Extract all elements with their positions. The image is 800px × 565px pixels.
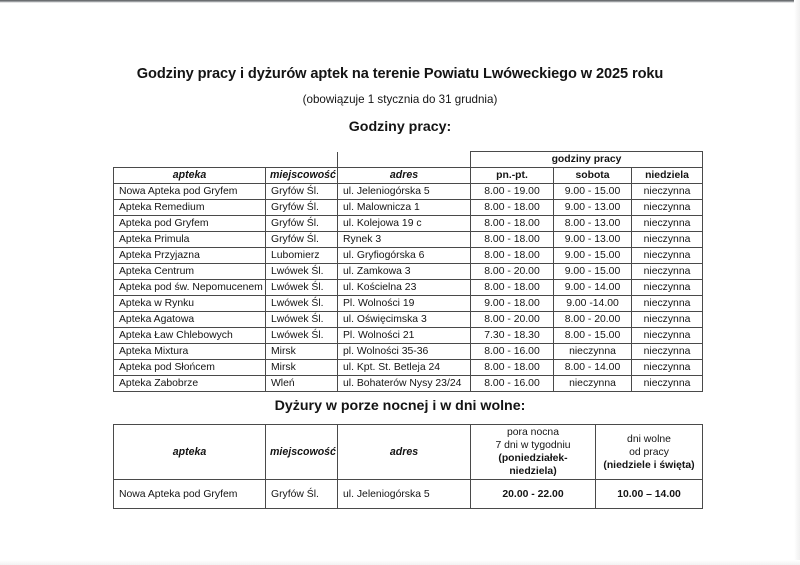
header-pn-pt: pn.-pt. (471, 168, 554, 184)
cell-sobota: 9.00 - 13.00 (554, 200, 632, 216)
cell-niedziela: nieczynna (632, 376, 703, 392)
cell-niedziela: nieczynna (632, 312, 703, 328)
night-duty-table (113, 424, 703, 509)
scan-edge-right (794, 0, 800, 565)
cell-miejscowosc: Mirsk (266, 344, 338, 360)
cell-niedziela: nieczynna (632, 248, 703, 264)
header-sobota: sobota (554, 168, 632, 184)
table-header-row-columns (114, 168, 703, 184)
cell-miejscowosc: Lwówek Śl. (266, 280, 338, 296)
cell-pn-pt: 8.00 - 18.00 (471, 248, 554, 264)
cell-apteka: Apteka Ław Chlebowych (114, 328, 266, 344)
cell-sobota: 8.00 - 13.00 (554, 216, 632, 232)
cell-adres: pl. Wolności 35-36 (338, 344, 471, 360)
cell-niedziela: nieczynna (632, 344, 703, 360)
cell-pn-pt: 8.00 - 18.00 (471, 216, 554, 232)
table-row (114, 248, 703, 264)
cell-sobota: 8.00 - 15.00 (554, 328, 632, 344)
document-title: Godziny pracy i dyżurów aptek na terenie Powiatu Lwóweckiego w 2025 roku (136, 66, 664, 82)
duty-header-apteka: apteka (114, 425, 266, 480)
cell-adres: ul. Kolejowa 19 c (338, 216, 471, 232)
working-hours-table (113, 151, 703, 392)
table-row (114, 232, 703, 248)
cell-adres: Pl. Wolności 19 (338, 296, 471, 312)
cell-sobota: 8.00 - 20.00 (554, 312, 632, 328)
duty-cell-dni-wolne: 10.00 – 14.00 (596, 480, 703, 509)
scan-edge-top (0, 0, 800, 3)
header-adres: adres (338, 168, 471, 184)
cell-sobota: 9.00 - 14.00 (554, 280, 632, 296)
cell-niedziela: nieczynna (632, 296, 703, 312)
cell-niedziela: nieczynna (632, 360, 703, 376)
duty-header-pora-nocna-line2: 7 dni w tygodniu (495, 440, 571, 451)
duty-header-pora-nocna-line1: pora nocna (507, 427, 559, 438)
duty-header-adres: adres (338, 425, 471, 480)
cell-apteka: Apteka Zabobrze (114, 376, 266, 392)
duty-header-row (114, 425, 703, 480)
cell-sobota: 9.00 - 15.00 (554, 184, 632, 200)
cell-niedziela: nieczynna (632, 184, 703, 200)
header-miejscowosc: miejscowość (266, 168, 338, 184)
duty-header-miejscowosc: miejscowość (266, 425, 338, 480)
cell-niedziela: nieczynna (632, 264, 703, 280)
cell-pn-pt: 8.00 - 19.00 (471, 184, 554, 200)
cell-miejscowosc: Mirsk (266, 360, 338, 376)
table-row (114, 312, 703, 328)
cell-miejscowosc: Lubomierz (266, 248, 338, 264)
cell-adres: ul. Gryfiogórska 6 (338, 248, 471, 264)
cell-apteka: Apteka w Rynku (114, 296, 266, 312)
cell-miejscowosc: Wleń (266, 376, 338, 392)
cell-apteka: Apteka Agatowa (114, 312, 266, 328)
table-row (114, 296, 703, 312)
table-row (114, 264, 703, 280)
cell-miejscowosc: Gryfów Śl. (266, 200, 338, 216)
duty-header-dni-wolne-line3: (niedziele i święta) (603, 459, 695, 471)
section-heading-working-hours: Godziny pracy: (348, 119, 452, 135)
table-row (114, 480, 703, 509)
cell-sobota: nieczynna (554, 376, 632, 392)
cell-miejscowosc: Lwówek Śl. (266, 312, 338, 328)
cell-miejscowosc: Gryfów Śl. (266, 216, 338, 232)
table-row (114, 200, 703, 216)
cell-apteka: Apteka Mixtura (114, 344, 266, 360)
cell-adres: ul. Kpt. St. Betleja 24 (338, 360, 471, 376)
cell-pn-pt: 8.00 - 18.00 (471, 360, 554, 376)
cell-adres: ul. Oświęcimska 3 (338, 312, 471, 328)
cell-apteka: Nowa Apteka pod Gryfem (114, 184, 266, 200)
cell-adres: Rynek 3 (338, 232, 471, 248)
table-row (114, 376, 703, 392)
cell-pn-pt: 8.00 - 16.00 (471, 376, 554, 392)
table-row (114, 328, 703, 344)
cell-apteka: Apteka Przyjazna (114, 248, 266, 264)
cell-pn-pt: 8.00 - 20.00 (471, 312, 554, 328)
duty-cell-pora-nocna: 20.00 - 22.00 (471, 480, 596, 509)
scan-edge-bottom (0, 560, 800, 565)
cell-adres: ul. Malownicza 1 (338, 200, 471, 216)
cell-niedziela: nieczynna (632, 216, 703, 232)
duty-header-dni-wolne-line2: od pracy (629, 446, 669, 458)
duty-cell-miejscowosc: Gryfów Śl. (266, 480, 338, 509)
cell-apteka: Apteka pod św. Nepomucenem (114, 280, 266, 296)
cell-miejscowosc: Lwówek Śl. (266, 328, 338, 344)
cell-miejscowosc: Lwówek Śl. (266, 264, 338, 280)
cell-sobota: nieczynna (554, 344, 632, 360)
cell-pn-pt: 8.00 - 18.00 (471, 232, 554, 248)
cell-niedziela: nieczynna (632, 328, 703, 344)
cell-apteka: Apteka Remedium (114, 200, 266, 216)
document-subtitle: (obowiązuje 1 stycznia do 31 grudnia) (302, 93, 498, 106)
cell-adres: ul. Zamkowa 3 (338, 264, 471, 280)
cell-niedziela: nieczynna (632, 280, 703, 296)
cell-adres: ul. Bohaterów Nysy 23/24 (338, 376, 471, 392)
header-spacer-apteka (114, 152, 266, 168)
cell-sobota: 9.00 - 15.00 (554, 264, 632, 280)
cell-adres: ul. Jeleniogórska 5 (338, 184, 471, 200)
cell-niedziela: nieczynna (632, 200, 703, 216)
cell-adres: ul. Kościelna 23 (338, 280, 471, 296)
cell-pn-pt: 8.00 - 20.00 (471, 264, 554, 280)
table-row (114, 184, 703, 200)
table-row (114, 344, 703, 360)
cell-pn-pt: 8.00 - 18.00 (471, 280, 554, 296)
cell-miejscowosc: Gryfów Śl. (266, 232, 338, 248)
header-spacer-miejscowosc (266, 152, 338, 168)
cell-sobota: 9.00 - 15.00 (554, 248, 632, 264)
cell-sobota: 9.00 -14.00 (554, 296, 632, 312)
duty-header-dni-wolne (596, 425, 703, 480)
cell-sobota: 9.00 - 13.00 (554, 232, 632, 248)
cell-pn-pt: 9.00 - 18.00 (471, 296, 554, 312)
cell-sobota: 8.00 - 14.00 (554, 360, 632, 376)
cell-niedziela: nieczynna (632, 232, 703, 248)
cell-adres: Pl. Wolności 21 (338, 328, 471, 344)
duty-cell-adres: ul. Jeleniogórska 5 (338, 480, 471, 509)
header-apteka: apteka (114, 168, 266, 184)
table-row (114, 280, 703, 296)
table-row (114, 216, 703, 232)
header-spacer-adres (338, 152, 471, 168)
cell-pn-pt: 8.00 - 18.00 (471, 200, 554, 216)
cell-apteka: Apteka pod Gryfem (114, 216, 266, 232)
duty-header-pora-nocna-line3: (poniedziałek-niedziela) (498, 453, 568, 477)
header-godziny-pracy: godziny pracy (471, 152, 703, 168)
cell-apteka: Apteka Centrum (114, 264, 266, 280)
section-heading-night-duty: Dyżury w porze nocnej i w dni wolne: (274, 398, 526, 414)
cell-apteka: Apteka pod Słońcem (114, 360, 266, 376)
cell-miejscowosc: Lwówek Śl. (266, 296, 338, 312)
table-header-row-group (114, 152, 703, 168)
cell-miejscowosc: Gryfów Śl. (266, 184, 338, 200)
cell-pn-pt: 8.00 - 16.00 (471, 344, 554, 360)
cell-pn-pt: 7.30 - 18.30 (471, 328, 554, 344)
header-niedziela: niedziela (632, 168, 703, 184)
cell-apteka: Apteka Primula (114, 232, 266, 248)
duty-cell-apteka: Nowa Apteka pod Gryfem (114, 480, 266, 509)
table-row (114, 360, 703, 376)
duty-header-pora-nocna (471, 425, 596, 480)
duty-header-dni-wolne-line1: dni wolne (627, 433, 671, 445)
